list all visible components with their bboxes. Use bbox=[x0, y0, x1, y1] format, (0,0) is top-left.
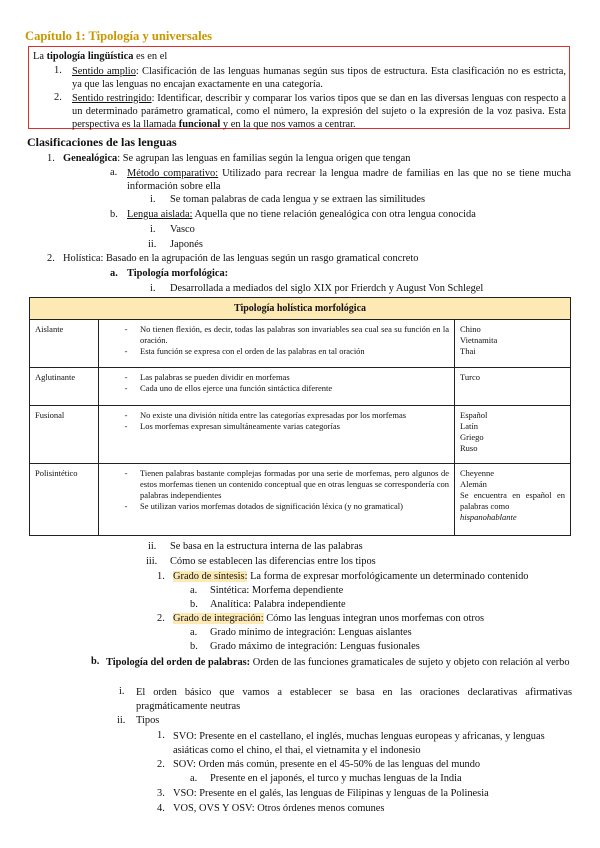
type-cell: Aglutinante bbox=[30, 368, 99, 406]
outline-num: 2. bbox=[157, 613, 165, 624]
example: Ruso bbox=[460, 443, 478, 453]
outline-text: Tipos bbox=[136, 715, 160, 726]
outline-num: 1. bbox=[157, 730, 165, 741]
outline-num: 2. bbox=[157, 759, 165, 770]
morphology-table bbox=[29, 297, 571, 536]
example: Turco bbox=[460, 372, 480, 382]
lengua-aislada: Lengua aislada: Aquella que no tiene relación genealógica con otra lengua conocida bbox=[127, 209, 476, 220]
intro-item-1-num: 1. bbox=[54, 65, 62, 76]
outline-num: a. bbox=[190, 627, 198, 638]
example: Latín bbox=[460, 421, 478, 431]
vos-line: VOS, OVS Y OSV: Otros órdenes menos comunes bbox=[173, 803, 385, 814]
table-row bbox=[30, 368, 571, 406]
examples-cell bbox=[455, 406, 571, 464]
metodo-comparativo: Método comparativo: Utilizado para recrear la lengua madre de familias en las que no se tiene mucha información sobre ella bbox=[127, 168, 572, 192]
vso-line: VSO: Presente en el galés, las lenguas de Filipinas y lenguas de la Polinesia bbox=[173, 788, 489, 799]
table-row bbox=[30, 406, 571, 464]
outline-num: ii. bbox=[148, 541, 157, 552]
examples-cell bbox=[455, 368, 571, 406]
outline-num: a. bbox=[110, 167, 118, 178]
orden-palabras: Tipología del orden de palabras: Orden de las funciones gramaticales de sujeto y objeto con relación al verbo bbox=[106, 657, 570, 668]
bullet-text: No tienen flexión, es decir, todas las palabras son invariables sea cual sea su función en la oración. bbox=[140, 324, 449, 345]
table-row bbox=[30, 464, 571, 536]
outline-num: 3. bbox=[157, 788, 165, 799]
genealogica-line: Genealógica: Se agrupan las lenguas en familias según la lengua origen que tengan bbox=[63, 153, 411, 164]
intro-item-2-num: 2. bbox=[54, 92, 62, 103]
outline-num: iii. bbox=[146, 556, 158, 567]
outline-text: Vasco bbox=[170, 224, 195, 235]
examples-cell bbox=[455, 464, 571, 536]
intro-item-2: Sentido restringido: Identificar, describir y comparar los varios tipos que se dan en las diversas lenguas con respecto a un determinado parámetro gramatical, como el número, la expresión del sujeto o la expresión de la voz pasiva. Esta perspectiva es la llamada funcional y en la que nos vamos a centrar. bbox=[72, 93, 567, 130]
intro-item-1: Sentido amplio: Clasificación de las lenguas humanas según sus tipos de estructura. Esta clasificación no es estricta, ya que las lenguas no encajan exactamente en una categoría. bbox=[72, 66, 566, 90]
table-header: Tipología holística morfológica bbox=[30, 298, 571, 320]
intro-lead: La tipología lingüística es en el bbox=[33, 51, 168, 62]
bullets-cell: - No tienen flexión, es decir, todas las palabras son invariables sea cual sea su función en la oración. - Esta función se expresa con el orden de las palabras en tal oración bbox=[99, 320, 455, 368]
bullets-cell: - Las palabras se pueden dividir en morfemas - Cada uno de ellos ejerce una función sintáctica diferente bbox=[99, 368, 455, 406]
outline-text: Se toman palabras de cada lengua y se extraen las similitudes bbox=[170, 194, 426, 205]
table-row bbox=[30, 320, 571, 368]
outline-text: Sintética: Morfema dependiente bbox=[210, 585, 344, 596]
outline-num: a. bbox=[110, 268, 118, 279]
grado-sintesis: Grado de síntesis: La forma de expresar morfológicamente un determinado contenido bbox=[173, 571, 529, 582]
example: Alemán bbox=[460, 479, 487, 489]
outline-text: Presente en el japonés, el turco y muchas lenguas de la India bbox=[210, 773, 462, 784]
type-cell: Polisintético bbox=[30, 464, 99, 536]
outline-num: 1. bbox=[47, 153, 55, 164]
example: hispanohablante bbox=[460, 512, 517, 522]
outline-num: a. bbox=[190, 585, 198, 596]
holistica-line: Holística: Basado en la agrupación de las lenguas según un rasgo gramatical concreto bbox=[63, 253, 419, 264]
example: Griego bbox=[460, 432, 484, 442]
outline-num: a. bbox=[190, 773, 198, 784]
example: Chino bbox=[460, 324, 481, 334]
outline-num: 4. bbox=[157, 803, 165, 814]
section-title: Clasificaciones de las lenguas bbox=[27, 135, 177, 149]
bullet-text: No existe una división nítida entre las categorías expresadas por los morfemas bbox=[140, 410, 407, 420]
orden-basico: El orden básico que vamos a establecer se basa en las oraciones declarativas afirmativas pragmáticamente neutras bbox=[136, 687, 572, 712]
outline-text: Grado máximo de integración: Lenguas fusionales bbox=[210, 641, 420, 652]
outline-text: Se basa en la estructura interna de las palabras bbox=[170, 541, 363, 552]
outline-text: Analítica: Palabra independiente bbox=[210, 599, 346, 610]
outline-num: b. bbox=[190, 599, 198, 610]
outline-num: i. bbox=[150, 194, 156, 205]
outline-num: i. bbox=[150, 224, 156, 235]
bullet-text: Las palabras se pueden dividir en morfemas bbox=[140, 372, 290, 382]
outline-num: b. bbox=[91, 656, 100, 667]
outline-text: Cómo se establecen las diferencias entre los tipos bbox=[170, 556, 376, 567]
type-cell: Aislante bbox=[30, 320, 99, 368]
bullets-cell: - No existe una división nítida entre las categorías expresadas por los morfemas - Los morfemas expresan simultáneamente varias categorías bbox=[99, 406, 455, 464]
outline-num: ii. bbox=[117, 715, 126, 726]
examples-cell bbox=[455, 320, 571, 368]
outline-text: Grado mínimo de integración: Lenguas aislantes bbox=[210, 627, 412, 638]
bullet-text: Tienen palabras bastante complejas formadas por una serie de morfemas, pero algunos de estos morfemas tienen un contenido conceptual que en otras lenguas se correspondería con palabras independientes bbox=[140, 468, 449, 500]
outline-text: Desarrollada a mediados del siglo XIX por Frierdch y August Von Schlegel bbox=[170, 283, 484, 294]
bullet-text: Cada uno de ellos ejerce una función sintáctica diferente bbox=[140, 383, 333, 393]
bullets-cell: - Tienen palabras bastante complejas formadas por una serie de morfemas, pero algunos de estos morfemas tienen un contenido conceptual que en otras lenguas se correspondería con palabras independientes - Se utilizan varios morfemas dotados de significación léxica (y no gramatical) bbox=[99, 464, 455, 536]
type-cell: Fusional bbox=[30, 406, 99, 464]
example: Cheyenne bbox=[460, 468, 494, 478]
example: Español bbox=[460, 410, 488, 420]
grado-integracion: Grado de integración: Cómo las lenguas integran unos morfemas con otros bbox=[173, 613, 485, 624]
outline-num: 2. bbox=[47, 253, 55, 264]
outline-num: 1. bbox=[157, 571, 165, 582]
svo-line: SVO: Presente en el castellano, el inglés, muchas lenguas europeas y africanas, y lenguas asiáticas como el chino, el thai, el vietnamita y el indonesio bbox=[173, 731, 545, 756]
outline-num: ii. bbox=[148, 239, 157, 250]
bullet-text: Se utilizan varios morfemas dotados de significación léxica (y no gramatical) bbox=[140, 501, 403, 511]
outline-text: Japonés bbox=[170, 239, 203, 250]
bullet-text: Los morfemas expresan simultáneamente varias categorías bbox=[140, 421, 340, 431]
page-title: Capítulo 1: Tipología y universales bbox=[25, 29, 213, 43]
example: Se encuentra en español en palabras como bbox=[460, 490, 565, 511]
outline-num: i. bbox=[150, 283, 156, 294]
example: Thai bbox=[460, 346, 476, 356]
outline-num: b. bbox=[110, 209, 118, 220]
outline-num: i. bbox=[119, 686, 125, 697]
example: Vietnamita bbox=[460, 335, 498, 345]
tipologia-morfologica: Tipología morfológica: bbox=[127, 268, 229, 279]
outline-num: b. bbox=[190, 641, 198, 652]
sov-line: SOV: Orden más común, presente en el 45-50% de las lenguas del mundo bbox=[173, 759, 481, 770]
bullet-text: Esta función se expresa con el orden de las palabras en tal oración bbox=[140, 346, 365, 356]
